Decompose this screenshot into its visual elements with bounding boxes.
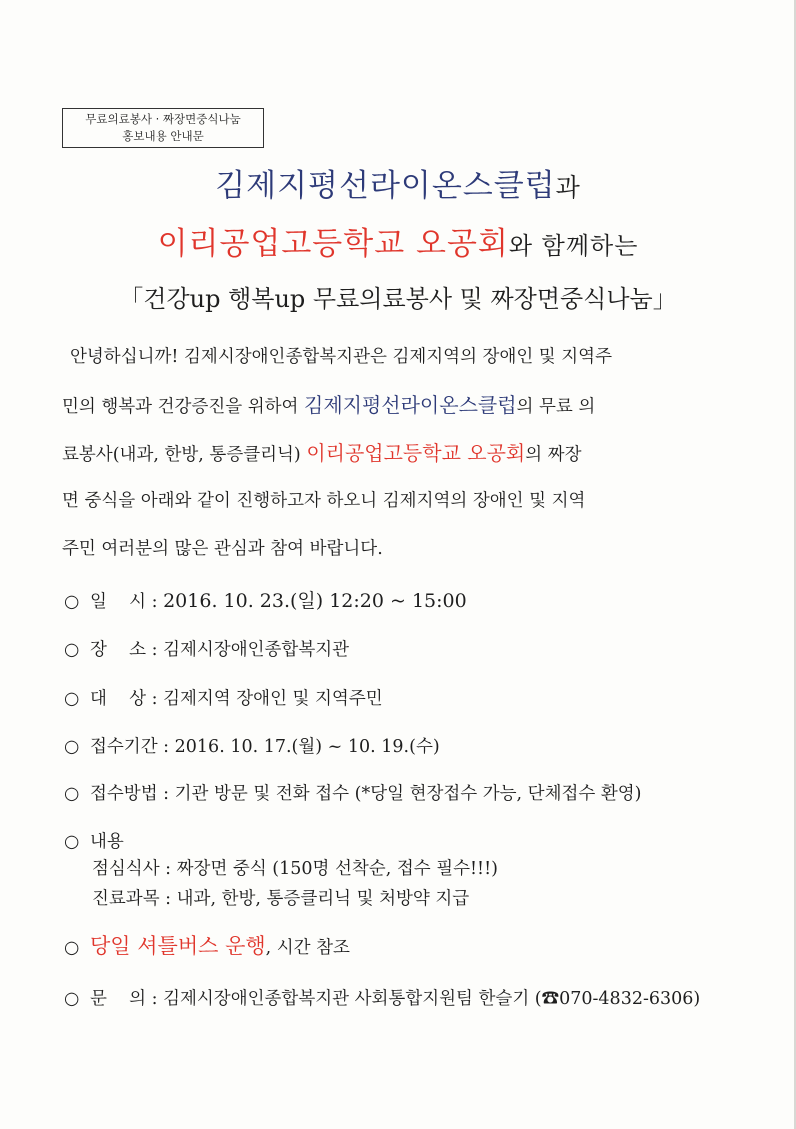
intro-line-5: 주민 여러분의 많은 관심과 참여 바랍니다.	[62, 539, 383, 559]
content-lunch: 점심식사 : 짜장면 중식 (150명 선착순, 접수 필수!!!)	[92, 859, 498, 879]
bullet-circle-icon: ○	[64, 989, 80, 1009]
content-medical: 진료과목 : 내과, 한방, 통증클리닉 및 처방약 지급	[92, 889, 470, 909]
intro-line-1: 안녕하십니까! 김제시장애인종합복지관은 김제지역의 장애인 및 지역주	[70, 347, 612, 367]
bullet-circle-icon: ○	[64, 592, 80, 612]
item-place	[64, 636, 349, 661]
place-value: 김제시장애인종합복지관	[163, 640, 350, 660]
method-value: 기관 방문 및 전화 접수 (*당일 현장접수 가능, 단체접수 환영)	[174, 784, 642, 804]
intro-school-highlight: 이리공업고등학교 오공회	[306, 441, 526, 465]
inquiry-value: 김제시장애인종합복지관 사회통합지원팀 한슬기 (☎070-4832-6306)	[163, 989, 701, 1009]
title-line-1	[0, 160, 796, 205]
item-target	[64, 685, 383, 710]
intro-line-4: 면 중식을 아래와 같이 진행하고자 하오니 김제지역의 장애인 및 지역	[62, 491, 586, 511]
bullet-circle-icon: ○	[64, 784, 80, 804]
title-event-name: 「건강up 행복up 무료의료봉사 및 짜장면중식나눔」	[119, 285, 677, 313]
intro-line-2	[62, 388, 742, 436]
intro-line-2-pre: 민의 행복과 건강증진을 위하여	[62, 397, 305, 417]
item-shuttle	[64, 930, 350, 960]
bullet-circle-icon: ○	[64, 689, 80, 709]
method-label: 접수방법 :	[90, 784, 175, 804]
bullet-circle-icon: ○	[64, 938, 80, 958]
item-inquiry	[64, 985, 700, 1010]
period-value: 2016. 10. 17.(월) ~ 10. 19.(수)	[174, 737, 440, 757]
bullet-circle-icon: ○	[64, 737, 80, 757]
intro-lions-highlight: 김제지평선라이온스클럽	[304, 393, 517, 417]
intro-line-3	[62, 436, 742, 484]
title-lions-club: 김제지평선라이온스클럽	[215, 168, 556, 204]
item-period	[64, 733, 440, 758]
title-school-alumni: 이리공업고등학교 오공회	[157, 226, 509, 262]
intro-line-3-post: 의 짜장	[525, 445, 582, 465]
target-label: 대 상 :	[90, 689, 164, 709]
shuttle-note: , 시간 참조	[265, 938, 350, 958]
shuttle-highlight: 당일 셔틀버스 운행	[90, 934, 266, 958]
intro-paragraph	[62, 340, 742, 580]
period-label: 접수기간 :	[90, 737, 175, 757]
label-line-1: 무료의료봉사 · 짜장면중식나눔	[85, 112, 241, 126]
title-line-2-suffix: 와 함께하는	[508, 232, 639, 260]
date-value: 2016. 10. 23.(일) 12:20 ~ 15:00	[163, 590, 467, 612]
item-date	[64, 586, 467, 613]
label-line-2: 홍보내용 안내문	[122, 129, 204, 143]
place-label: 장 소 :	[90, 640, 164, 660]
target-value: 김제지역 장애인 및 지역주민	[163, 689, 383, 709]
intro-line-2-post: 의 무료 의	[516, 397, 596, 417]
inquiry-label: 문 의 :	[90, 989, 164, 1009]
bullet-circle-icon: ○	[64, 640, 80, 660]
content-label: 내용	[90, 832, 124, 852]
intro-line-3-pre: 료봉사(내과, 한방, 통증클리닉)	[62, 445, 307, 465]
title-line-1-suffix: 과	[555, 173, 581, 202]
item-method	[64, 780, 642, 805]
date-label: 일 시 :	[90, 592, 164, 612]
title-line-2	[0, 218, 796, 263]
document-label-box	[62, 108, 264, 148]
item-content	[64, 828, 124, 853]
bullet-circle-icon: ○	[64, 832, 80, 852]
